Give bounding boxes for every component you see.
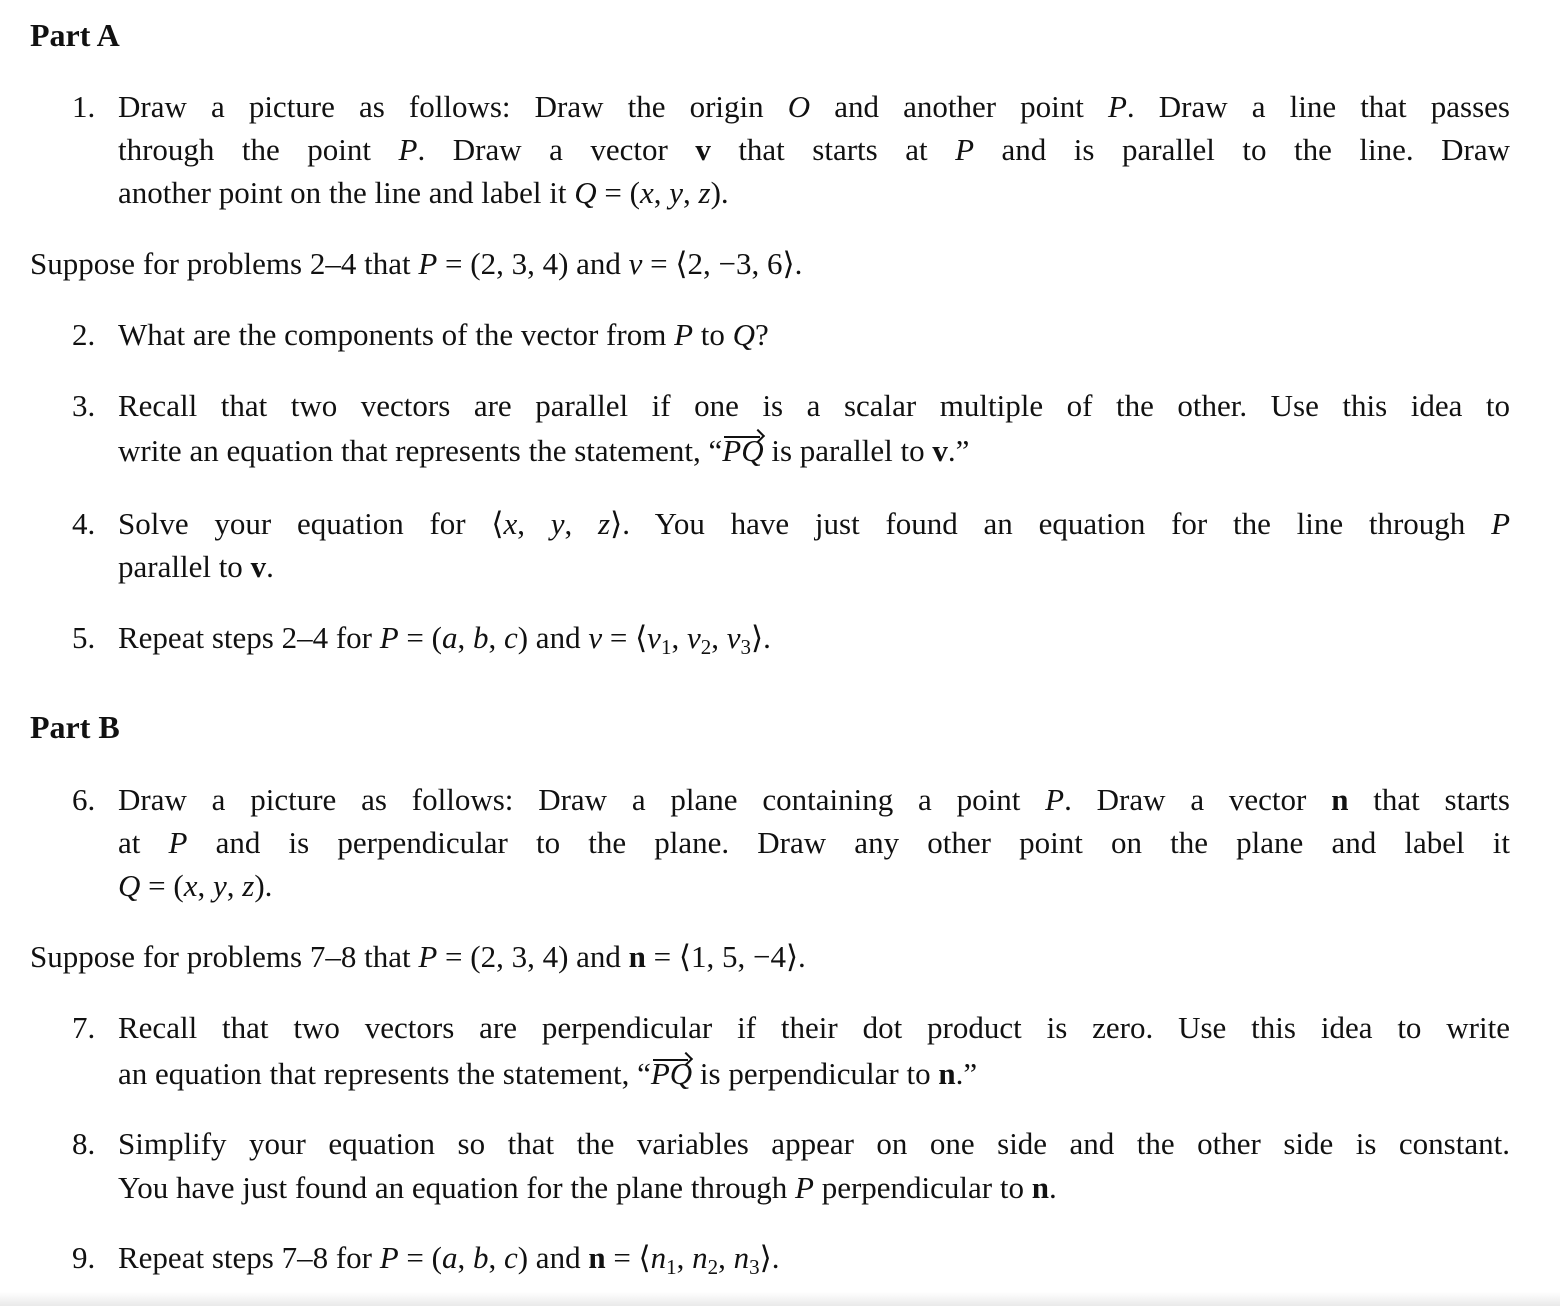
problem-text-line bbox=[118, 128, 1510, 171]
text-run: You have just found an equation for the plane through bbox=[118, 1170, 796, 1205]
text-run: = ( bbox=[596, 175, 640, 210]
math-symbol: P bbox=[168, 825, 188, 860]
math-symbol: P bbox=[379, 620, 399, 655]
problem-text-line bbox=[118, 1122, 1510, 1165]
math-symbol: Q bbox=[732, 317, 756, 352]
math-symbol: 3 bbox=[749, 1255, 760, 1279]
math-symbol: c bbox=[503, 620, 518, 655]
text-run: , bbox=[457, 620, 473, 655]
text-run: = (2, 3, 4) and bbox=[437, 246, 629, 281]
math-symbol: 2 bbox=[700, 635, 712, 659]
text-run: ). bbox=[254, 868, 273, 903]
math-symbol: Q bbox=[118, 868, 141, 903]
text-run: . bbox=[1048, 1170, 1057, 1205]
problem-text-line bbox=[118, 864, 1510, 907]
math-symbol: y bbox=[669, 175, 684, 210]
text-run: write an equation that represents the statement, “ bbox=[118, 433, 723, 468]
text-run: that starts bbox=[1348, 782, 1510, 817]
math-symbol: P bbox=[955, 132, 975, 167]
math-symbol: a bbox=[441, 1240, 458, 1275]
math-symbol: v bbox=[726, 620, 741, 655]
problem-text-line bbox=[118, 616, 1510, 659]
math-symbol: P bbox=[1491, 506, 1511, 541]
math-symbol: x bbox=[503, 506, 518, 541]
problem-text-line bbox=[118, 429, 1510, 472]
math-symbol: a bbox=[441, 620, 458, 655]
text-run: Draw a picture as follows: Draw the origin bbox=[118, 89, 788, 124]
text-run: ⟩. bbox=[750, 620, 771, 655]
text-run: = ⟨ bbox=[605, 1240, 651, 1275]
text-run: ⟩. You have just found an equation for the line through bbox=[610, 506, 1492, 541]
problem-text-line bbox=[118, 1166, 1510, 1209]
text-run: through the point bbox=[118, 132, 399, 167]
problem-text-line bbox=[118, 85, 1510, 128]
text-run: Draw a picture as follows: Draw a plane containing a point bbox=[118, 782, 1046, 817]
text-run: that starts at bbox=[710, 132, 956, 167]
text-run: , bbox=[671, 620, 687, 655]
math-symbol: n bbox=[692, 1240, 708, 1275]
problem-number: 9. bbox=[72, 1240, 96, 1275]
text-run: . Draw a line that passes bbox=[1126, 89, 1510, 124]
math-symbol: b bbox=[472, 1240, 489, 1275]
math-symbol: v bbox=[695, 132, 711, 167]
math-symbol: v bbox=[647, 620, 661, 655]
math-symbol: n bbox=[1331, 782, 1349, 817]
problem-text-line bbox=[118, 502, 1510, 545]
text-run: , bbox=[718, 1240, 734, 1275]
text-run: , bbox=[226, 868, 243, 903]
math-symbol: n bbox=[938, 1056, 956, 1091]
problem-number: 5. bbox=[72, 620, 96, 655]
math-symbol: O bbox=[787, 89, 811, 124]
problem-number: 3. bbox=[72, 388, 96, 423]
problem-text-line bbox=[118, 1236, 1510, 1279]
text-run: Recall that two vectors are parallel if one is a scalar multiple of the other. Use this idea to bbox=[118, 388, 1510, 423]
text-run: , bbox=[488, 620, 504, 655]
text-run: an equation that represents the statement, “ bbox=[118, 1056, 651, 1091]
problem-number: 2. bbox=[72, 317, 96, 352]
text-run: ) and bbox=[517, 620, 589, 655]
math-symbol: v bbox=[628, 246, 643, 281]
text-run: and another point bbox=[810, 89, 1108, 124]
problem-setup-text bbox=[30, 935, 1422, 978]
math-symbol: 1 bbox=[660, 635, 672, 659]
vector-pq: PQ bbox=[650, 1056, 693, 1091]
text-run: .” bbox=[955, 1056, 978, 1091]
problem-text-line bbox=[118, 384, 1510, 427]
text-run: is perpendicular to bbox=[692, 1056, 939, 1091]
section-heading: Part A bbox=[30, 17, 120, 53]
text-run: Repeat steps 2–4 for bbox=[118, 620, 380, 655]
text-run: and is perpendicular to the plane. Draw any other point on the plane and label it bbox=[187, 825, 1510, 860]
text-run: .” bbox=[947, 433, 970, 468]
math-symbol: z bbox=[242, 868, 255, 903]
text-run: , bbox=[676, 1240, 693, 1275]
math-symbol: y bbox=[550, 506, 565, 541]
math-symbol: n bbox=[733, 1240, 750, 1275]
text-run: , bbox=[711, 620, 727, 655]
math-symbol: n bbox=[588, 1240, 606, 1275]
math-symbol: P bbox=[1107, 89, 1127, 124]
text-run: = ⟨2, −3, 6⟩. bbox=[642, 246, 803, 281]
text-run: . bbox=[266, 549, 274, 584]
math-symbol: v bbox=[588, 620, 603, 655]
math-symbol: P bbox=[674, 317, 693, 352]
text-run: ⟩. bbox=[759, 1240, 780, 1275]
vector-pq: PQ bbox=[722, 433, 764, 468]
text-run: perpendicular to bbox=[813, 1170, 1032, 1205]
text-run: Simplify your equation so that the variables appear on one side and the other side is constant. bbox=[118, 1126, 1510, 1161]
text-run: to bbox=[693, 317, 733, 352]
text-run: . Draw a vector bbox=[1064, 782, 1332, 817]
text-run: = ( bbox=[140, 868, 184, 903]
text-run: Solve your equation for ⟨ bbox=[118, 506, 504, 541]
math-symbol: 2 bbox=[707, 1255, 719, 1279]
math-symbol: c bbox=[503, 1240, 518, 1275]
problem-text-line bbox=[118, 171, 1510, 214]
math-symbol: 1 bbox=[666, 1255, 677, 1279]
problem-text-line bbox=[118, 778, 1510, 821]
text-run: , bbox=[197, 868, 213, 903]
math-symbol: P bbox=[398, 132, 418, 167]
math-symbol: v bbox=[932, 433, 948, 468]
math-symbol: P bbox=[379, 1240, 399, 1275]
math-symbol: Q bbox=[574, 175, 597, 210]
math-symbol: z bbox=[698, 175, 711, 210]
text-run: , bbox=[653, 175, 670, 210]
text-run: Suppose for problems 2–4 that bbox=[30, 246, 419, 281]
text-run: Suppose for problems 7–8 that bbox=[30, 939, 419, 974]
text-run: parallel to bbox=[118, 549, 251, 584]
text-run: ? bbox=[755, 317, 769, 352]
problem-setup-text bbox=[30, 242, 1422, 285]
text-run: Repeat steps 7–8 for bbox=[118, 1240, 380, 1275]
problem-number: 7. bbox=[72, 1010, 96, 1045]
math-symbol: v bbox=[686, 620, 701, 655]
text-run: = ⟨1, 5, −4⟩. bbox=[645, 939, 806, 974]
text-run: , bbox=[488, 1240, 504, 1275]
problem-number: 1. bbox=[72, 89, 96, 124]
text-run: = ⟨ bbox=[602, 620, 648, 655]
problem-text-line bbox=[118, 821, 1510, 864]
bottom-edge bbox=[0, 1292, 1560, 1306]
math-symbol: v bbox=[250, 549, 267, 584]
math-symbol: n bbox=[628, 939, 646, 974]
problem-text-line bbox=[118, 1052, 1510, 1095]
problem-text-line bbox=[118, 1006, 1510, 1049]
text-run: , bbox=[683, 175, 699, 210]
math-symbol: n bbox=[650, 1240, 667, 1275]
problem-text-line bbox=[118, 545, 1510, 588]
text-run: ) and bbox=[517, 1240, 589, 1275]
math-symbol: 3 bbox=[740, 635, 751, 659]
math-symbol: y bbox=[212, 868, 227, 903]
text-run: and is parallel to the line. Draw bbox=[974, 132, 1510, 167]
text-run: another point on the line and label it bbox=[118, 175, 575, 210]
math-symbol: x bbox=[639, 175, 654, 210]
math-symbol: z bbox=[598, 506, 611, 541]
math-symbol: P bbox=[418, 939, 438, 974]
text-run: Recall that two vectors are perpendicular if their dot product is zero. Use this idea to write bbox=[118, 1010, 1510, 1045]
text-run: What are the components of the vector from bbox=[118, 317, 675, 352]
math-symbol: P bbox=[418, 246, 438, 281]
text-run: , bbox=[564, 506, 599, 541]
math-symbol: P bbox=[795, 1170, 814, 1205]
section-heading: Part B bbox=[30, 709, 120, 745]
text-run: , bbox=[457, 1240, 473, 1275]
math-symbol: n bbox=[1031, 1170, 1049, 1205]
math-symbol: b bbox=[472, 620, 489, 655]
problem-number: 6. bbox=[72, 782, 96, 817]
text-run: = ( bbox=[398, 1240, 442, 1275]
text-run: at bbox=[118, 825, 169, 860]
text-run: is parallel to bbox=[763, 433, 933, 468]
text-run: = ( bbox=[398, 620, 442, 655]
text-run: . Draw a vector bbox=[417, 132, 696, 167]
problem-number: 8. bbox=[72, 1126, 96, 1161]
text-run: = (2, 3, 4) and bbox=[437, 939, 629, 974]
text-run: ). bbox=[710, 175, 729, 210]
text-run: , bbox=[517, 506, 551, 541]
math-symbol: x bbox=[183, 868, 198, 903]
problem-number: 4. bbox=[72, 506, 96, 541]
problem-text-line bbox=[118, 313, 1510, 356]
math-symbol: P bbox=[1045, 782, 1065, 817]
